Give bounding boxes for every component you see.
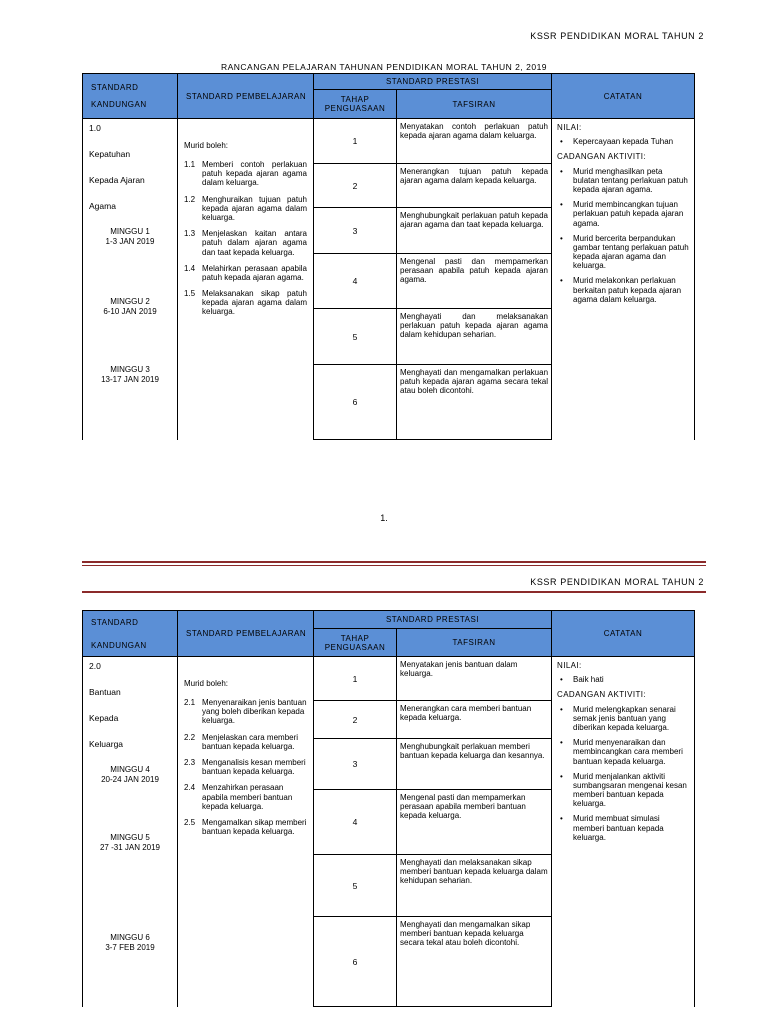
aktiviti-item: • Murid menghasilkan peta bulatan tentang perlakuan patuh kepada ajaran agama. xyxy=(560,166,688,194)
tahap-level-2: 2 xyxy=(314,701,397,739)
nilai-item: • Baik hati xyxy=(560,675,604,685)
header-tahap-penguasaan: TAHAP PENGUASAAN xyxy=(314,90,397,119)
sp-item: 1.4 Melahirkan perasaan apabila patuh kepada ajaran agama. xyxy=(184,263,307,282)
aktiviti-item: • Murid melengkapkan senarai semak jenis bantuan yang diberikan kepada keluarga. xyxy=(560,704,676,732)
week-label: MINGGU 5 27 -31 JAN 2019 xyxy=(99,833,161,852)
header-tafsiran: TAFSIRAN xyxy=(397,629,552,657)
header-tahap-penguasaan: TAHAP PENGUASAAN xyxy=(314,629,397,657)
standard-pembelajaran-cell: Murid boleh: 2.1 Menyenaraikan jenis bantuan yang boleh diberikan kepada keluarga. 2.2 Menjelaskan cara memberi bantuan kepada keluarga. 2.3 Menganalisis kesan memberi bantuan kepada keluarga. 2.4 Menzahirkan perasaan apabila memberi bantuan kepada keluarga. 2.5 Mengamalkan sikap memberi bantuan kepada keluarga. xyxy=(178,657,314,1007)
header-standard-kandungan: STANDARD KANDUNGAN xyxy=(83,74,178,119)
standard-kandungan-cell: 1.0 Kepatuhan Kepada Ajaran Agama MINGGU 1 1-3 JAN 2019 MINGGU 2 6-10 JAN 2019 MINGGU 3 13-17 JAN 2019 xyxy=(83,119,178,440)
page-divider xyxy=(82,561,706,563)
tahap-level-1: 1 xyxy=(314,657,397,701)
tafsiran-level-3: Menghubungkait perlakuan memberi bantuan kepada keluarga dan kesannya. xyxy=(397,739,552,790)
page-header-title: KSSR PENDIDIKAN MORAL TAHUN 2 xyxy=(530,31,704,41)
aktiviti-item: • Murid membuat simulasi memberi bantuan kepada keluarga. xyxy=(560,814,664,842)
standard-kandungan-cell: 2.0 Bantuan Kepada Keluarga MINGGU 4 20-24 JAN 2019 MINGGU 5 27 -31 JAN 2019 MINGGU 6 3-7 FEB 2019 xyxy=(83,657,178,1007)
sp-item: 2.3 Menganalisis kesan memberi bantuan kepada keluarga. xyxy=(184,757,306,777)
sp-item: 2.5 Mengamalkan sikap memberi bantuan kepada keluarga. xyxy=(184,817,307,837)
sp-item: 2.1 Menyenaraikan jenis bantuan yang boleh diberikan kepada keluarga. xyxy=(184,698,307,726)
aktiviti-item: • Murid membincangkan tujuan perlakuan patuh kepada ajaran agama. xyxy=(560,200,684,228)
tafsiran-level-5: Menghayati dan melaksanakan sikap memberi bantuan kepada keluarga dalam kehidupan seharian. xyxy=(397,855,552,917)
tafsiran-level-1: Menyatakan contoh perlakuan patuh kepada ajaran agama dalam keluarga. xyxy=(397,119,552,164)
page-divider xyxy=(82,565,706,566)
tahap-level-3: 3 xyxy=(314,739,397,790)
header-catatan: CATATAN xyxy=(552,611,695,657)
week-label: MINGGU 4 20-24 JAN 2019 xyxy=(101,765,159,784)
sp-item: 1.3 Menjelaskan kaitan antara patuh dalam ajaran agama dan taat kepada keluarga. xyxy=(184,229,307,257)
header-standard-kandungan: STANDARD KANDUNGAN xyxy=(83,611,178,657)
aktiviti-item: • Murid bercerita berpandukan gambar tentang perlakuan patuh kepada ajaran agama dan keluarga. xyxy=(560,233,689,271)
header-catatan: CATATAN xyxy=(552,74,695,119)
tahap-level-5: 5 xyxy=(314,309,397,365)
tahap-level-6: 6 xyxy=(314,365,397,440)
tahap-level-4: 4 xyxy=(314,254,397,309)
tahap-level-1: 1 xyxy=(314,119,397,164)
tafsiran-level-2: Menerangkan cara memberi bantuan kepada keluarga. xyxy=(397,701,552,739)
tahap-level-5: 5 xyxy=(314,855,397,917)
sp-item: 1.5 Melaksanakan sikap patuh kepada ajaran agama dalam keluarga. xyxy=(184,289,307,317)
sp-item: 2.4 Menzahirkan perasaan apabila memberi bantuan kepada keluarga. xyxy=(184,783,293,811)
lesson-plan-table-1 xyxy=(82,73,695,440)
tahap-level-2: 2 xyxy=(314,164,397,208)
header-standard-pembelajaran: STANDARD PEMBELAJARAN xyxy=(178,611,314,657)
lesson-plan-table-2 xyxy=(82,610,695,1007)
tahap-level-3: 3 xyxy=(314,208,397,254)
catatan-cell: NILAI: • Baik hati CADANGAN AKTIVITI: • Murid melengkapkan senarai semak jenis bantuan yang diberikan kepada keluarga. • Murid menyenaraikan dan membincangkan cara memberi bantuan kepada keluarga. • Murid menjalankan aktiviti sumbangsaran mengenai kesan memberi bantuan kepada keluarga. • Murid membuat simulasi memberi bantuan kepada keluarga. xyxy=(552,657,695,1007)
standard-pembelajaran-cell: Murid boleh: 1.1 Memberi contoh perlakuan patuh kepada ajaran agama dalam keluarga. 1.2 Menghuraikan tujuan patuh kepada ajaran agama dalam keluarga. 1.3 Menjelaskan kaitan antara patuh dalam ajaran agama dan taat kepada keluarga. 1.4 Melahirkan perasaan apabila patuh kepada ajaran agama. 1.5 Melaksanakan sikap patuh kepada ajaran agama dalam keluarga. xyxy=(178,119,314,440)
header-standard-pembelajaran: STANDARD PEMBELAJARAN xyxy=(178,74,314,119)
week-label: MINGGU 3 13-17 JAN 2019 xyxy=(101,365,159,384)
tafsiran-level-6: Menghayati dan mengamalkan perlakuan patuh kepada ajaran agama secara tekal atau boleh dicontohi. xyxy=(397,365,552,440)
week-label: MINGGU 1 1-3 JAN 2019 xyxy=(105,227,155,246)
week-label: MINGGU 6 3-7 FEB 2019 xyxy=(105,933,155,952)
tafsiran-level-3: Menghubungkait perlakuan patuh kepada ajaran agama dan taat kepada keluarga. xyxy=(397,208,552,254)
aktiviti-item: • Murid menyenaraikan dan membincangkan cara memberi bantuan kepada keluarga. xyxy=(560,738,683,766)
tafsiran-level-5: Menghayati dan melaksanakan perlakuan patuh kepada ajaran agama dalam kehidupan seharian. xyxy=(397,309,552,365)
tafsiran-level-4: Mengenal pasti dan mempamerkan perasaan apabila memberi bantuan kepada keluarga. xyxy=(397,790,552,855)
catatan-cell: NILAI: • Kepercayaan kepada Tuhan CADANGAN AKTIVITI: • Murid menghasilkan peta bulatan tentang perlakuan patuh kepada ajaran agama. • Murid membincangkan tujuan perlakuan patuh kepada ajaran agama. • Murid bercerita berpandukan gambar tentang perlakuan patuh kepada ajaran agama dan keluarga. • Murid melakonkan perlakuan berkaitan patuh kepada ajaran agama dalam keluarga. xyxy=(552,119,695,440)
tafsiran-level-1: Menyatakan jenis bantuan dalam keluarga. xyxy=(397,657,552,701)
week-label: MINGGU 2 6-10 JAN 2019 xyxy=(103,297,157,316)
tahap-level-6: 6 xyxy=(314,917,397,1007)
tafsiran-level-2: Menerangkan tujuan patuh kepada ajaran agama dalam kepada keluarga. xyxy=(397,164,552,208)
page-number: 1. xyxy=(380,513,388,523)
sp-item: 1.2 Menghuraikan tujuan patuh kepada ajaran agama dalam keluarga. xyxy=(184,194,307,222)
header-standard-prestasi: STANDARD PRESTASI xyxy=(314,74,552,90)
tafsiran-level-6: Menghayati dan mengamalkan sikap memberi bantuan kepada keluarga secara tekal atau boleh dicontohi. xyxy=(397,917,552,1007)
header-rule xyxy=(82,591,706,593)
nilai-item: • Kepercayaan kepada Tuhan xyxy=(560,137,674,147)
sp-item: 2.2 Menjelaskan cara memberi bantuan kepada keluarga. xyxy=(184,732,299,751)
tahap-level-4: 4 xyxy=(314,790,397,855)
aktiviti-item: • Murid melakonkan perlakuan berkaitan patuh kepada ajaran agama dalam keluarga. xyxy=(560,276,682,304)
aktiviti-item: • Murid menjalankan aktiviti sumbangsaran mengenai kesan memberi bantuan kepada keluarga. xyxy=(560,771,687,809)
header-standard-prestasi: STANDARD PRESTASI xyxy=(314,611,552,629)
document-title: RANCANGAN PELAJARAN TAHUNAN PENDIDIKAN MORAL TAHUN 2, 2019 xyxy=(220,62,548,72)
page-header-title: KSSR PENDIDIKAN MORAL TAHUN 2 xyxy=(530,577,704,587)
header-tafsiran: TAFSIRAN xyxy=(397,90,552,119)
tafsiran-level-4: Mengenal pasti dan mempamerkan perasaan apabila patuh kepada ajaran agama. xyxy=(397,254,552,309)
sp-item: 1.1 Memberi contoh perlakuan patuh kepada ajaran agama dalam keluarga. xyxy=(184,160,307,188)
